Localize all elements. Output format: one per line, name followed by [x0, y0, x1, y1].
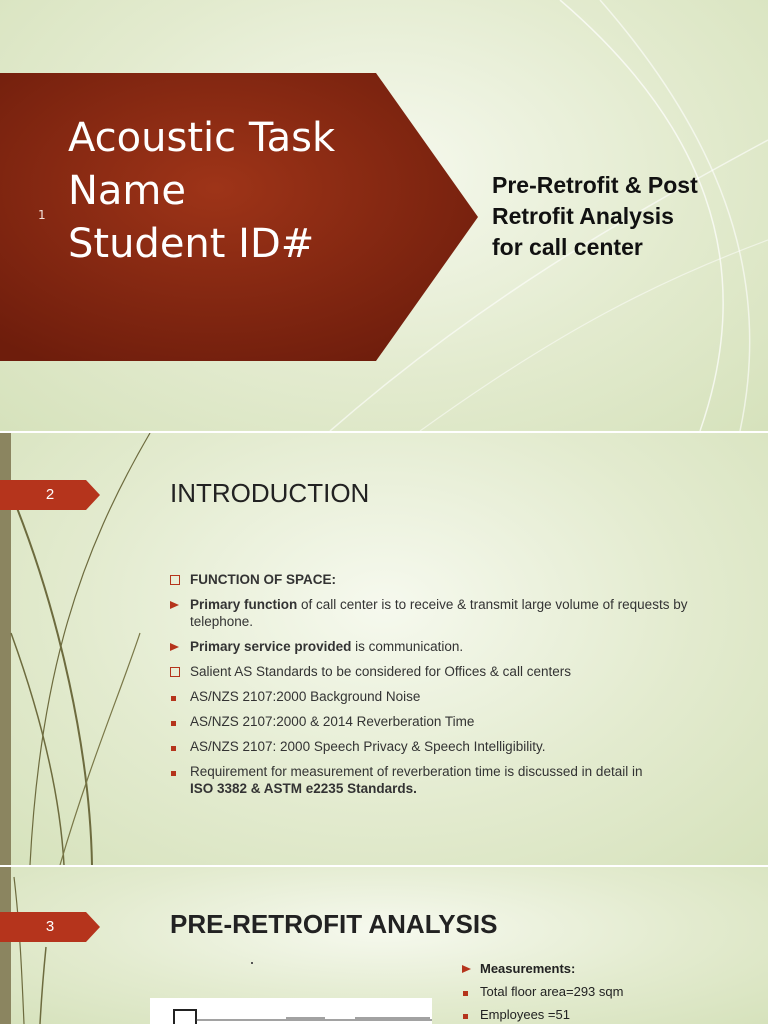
bullet-text: AS/NZS 2107:2000 Background Noise	[190, 689, 421, 704]
square-bullet-icon	[170, 713, 186, 730]
list-item	[170, 688, 750, 705]
slide-title: INTRODUCTION	[170, 478, 370, 508]
title-line: Acoustic Task	[68, 115, 336, 161]
bullet-text: AS/NZS 2107: 2000 Speech Privacy & Speech Intelligibility.	[190, 739, 546, 754]
list-item	[170, 713, 750, 730]
slide-number: 3	[45, 918, 55, 935]
square-bullet-icon	[170, 763, 186, 780]
subtitle-line: for call center	[492, 234, 643, 260]
list-item	[462, 983, 623, 1000]
arrow-bullet-icon	[170, 638, 186, 655]
subtitle-line: Pre-Retrofit & Post	[492, 172, 698, 198]
arrow-bullet-icon	[462, 960, 471, 977]
measurements-list	[462, 960, 623, 1024]
square-bullet-icon	[462, 983, 468, 1000]
floor-plan-drawing	[150, 998, 432, 1024]
list-item	[170, 638, 750, 655]
bullet-bold: FUNCTION OF SPACE:	[190, 572, 336, 587]
slide-1	[0, 0, 768, 431]
list-item	[170, 596, 750, 630]
list-item	[462, 960, 623, 977]
measurement-item: Employees =51	[480, 1007, 570, 1022]
list-item	[170, 571, 750, 588]
bullet-bold: Primary function	[190, 597, 298, 612]
square-bullet-icon	[462, 1006, 468, 1023]
bullet-text: Salient AS Standards to be considered for Offices & call centers	[190, 664, 571, 679]
bullet-bold: ISO 3382 & ASTM e2235 Standards.	[190, 781, 417, 796]
subtitle-line: Retrofit Analysis	[492, 203, 674, 229]
list-item	[170, 763, 750, 797]
bullet-list	[170, 571, 750, 805]
measurement-item: Total floor area=293 sqm	[480, 984, 624, 999]
title-line: Student ID#	[68, 221, 315, 267]
slide-2	[0, 433, 768, 865]
list-item	[170, 663, 750, 680]
measurements-heading: Measurements:	[480, 961, 576, 976]
arrow-bullet-icon	[170, 596, 186, 613]
checkbox-bullet-icon	[170, 663, 186, 681]
bullet-text: AS/NZS 2107:2000 & 2014 Reverberation Time	[190, 714, 475, 729]
dot-mark	[251, 962, 253, 964]
list-item	[170, 738, 750, 755]
slide-number: 2	[45, 486, 55, 503]
slide-title	[68, 112, 335, 271]
slide-number: 1	[38, 208, 46, 222]
square-bullet-icon	[170, 738, 186, 755]
bullet-text: is communication.	[351, 639, 464, 654]
square-bullet-icon	[170, 688, 186, 705]
checkbox-bullet-icon	[170, 571, 186, 589]
title-line: Name	[68, 168, 187, 214]
slide-subtitle	[492, 170, 752, 263]
bullet-text: of call center is to receive & transmit large volume of requests by telephone.	[190, 597, 688, 629]
bullet-text: Requirement for measurement of reverberation time is discussed in detail in	[190, 764, 643, 779]
list-item	[462, 1006, 623, 1023]
slide-3	[0, 867, 768, 1024]
bullet-bold: Primary service provided	[190, 639, 352, 654]
slide-title: PRE-RETROFIT ANALYSIS	[170, 909, 498, 939]
